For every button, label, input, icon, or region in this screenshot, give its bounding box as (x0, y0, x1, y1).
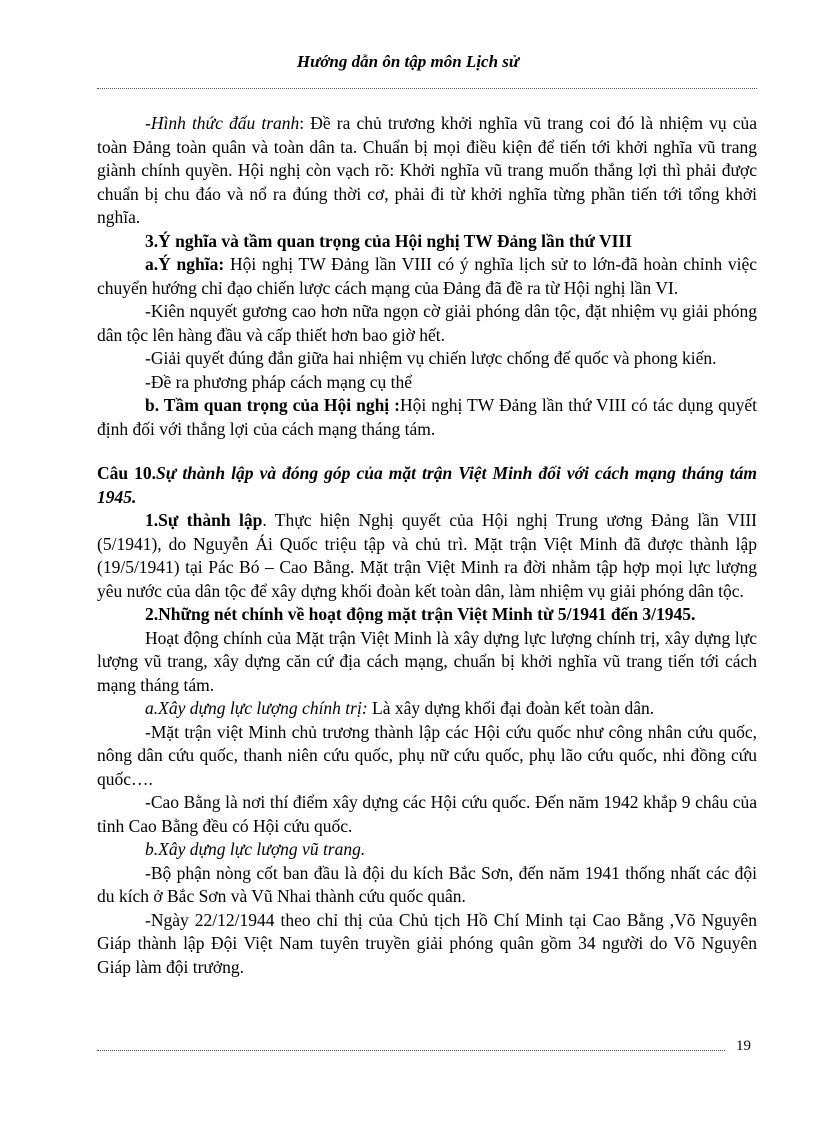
document-body (97, 112, 757, 979)
italic-lead: -Hình thức đấu tranh (145, 113, 300, 133)
section-heading-3 (97, 230, 757, 254)
question-title: Sự thành lập và đóng góp của mặt trận Việt Minh đối với cách mạng tháng tám 1945. (97, 463, 757, 507)
paragraph-armed-force-heading (97, 838, 757, 862)
heading-text: 3.Ý nghĩa và tầm quan trọng của Hội nghị TW Đảng lần thứ VIII (145, 230, 633, 251)
question-label: Câu 10. (97, 463, 157, 483)
paragraph-founding (97, 509, 757, 603)
header-dotted-rule (97, 88, 757, 89)
paragraph-text: : Đề ra chủ trương khởi nghĩa vũ trang coi đó là nhiệm vụ của toàn Đảng toàn quân và toàn dân ta. Chuẩn bị mọi điều kiện để tiến tới khởi nghĩa vũ trang giành chính quyền. Hội nghị còn vạch rõ: Khởi nghĩa vũ trang muốn thắng lợi thì phải được chuẩn bị chu đáo và nổ ra đúng thời cơ, phải đi từ khởi nghĩa từng phần tiến tới tổng khởi nghĩa. (97, 113, 757, 227)
paragraph-political-force (97, 697, 757, 721)
heading-text: 2.Những nét chính về hoạt động mặt trận Việt Minh từ 5/1941 đến 3/1945. (145, 604, 696, 624)
paragraph-bullet: -Bộ phận nòng cốt ban đầu là đội du kích Bắc Sơn, đến năm 1941 thống nhất các đội du kích ở Bắc Sơn và Vũ Nhai thành cứu quốc quân. (97, 862, 757, 906)
footer-dotted-rule (97, 1050, 725, 1051)
paragraph-bullet: -Cao Bằng là nơi thí điểm xây dựng các Hội cứu quốc. Đến năm 1942 khắp 9 châu của tỉnh Cao Bằng đều có Hội cứu quốc. (97, 792, 757, 836)
paragraph-bullet: -Kiên nquyết gương cao hơn nữa ngọn cờ giải phóng dân tộc, đặt nhiệm vụ giải phóng dân tộc lên hàng đầu và cấp thiết hơn bao giờ hết. (97, 301, 757, 345)
paragraph-text: . Thực hiện Nghị quyết của Hội nghị Trung ương Đảng lần VIII (5/1941), do Nguyễn Ái Quốc triệu tập và chủ trì. Mặt trận Việt Minh đã được thành lập (19/5/1941) tại Pác Bó – Cao Bằng. Mặt trận Việt Minh ra đời nhằm tập hợp mọi lực lượng yêu nước của dân tộc để xây dựng khối đoàn kết toàn dân, làm nhiệm vụ giải phóng dân tộc. (97, 510, 757, 601)
paragraph-bullet: -Đề ra phương pháp cách mạng cụ thể (145, 371, 413, 392)
paragraph-bullet: -Ngày 22/12/1944 theo chỉ thị của Chủ tịch Hồ Chí Minh tại Cao Bằng ,Võ Nguyên Giáp thành lập Đội Việt Nam tuyên truyền giải phóng quân gồm 34 người do Võ Nguyên Giáp làm đội trưởng. (97, 909, 757, 977)
bold-lead: a.Ý nghĩa: (145, 254, 225, 274)
paragraph-text: Hội nghị TW Đảng lần thứ VIII có tác dụng quyết định đối với thắng lợi của cách mạng tháng tám. (97, 395, 757, 439)
paragraph-bullet: -Mặt trận việt Minh chủ trương thành lập các Hội cứu quốc như công nhân cứu quốc, nông dân cứu quốc, thanh niên cứu quốc, phụ nữ cứu quốc, phụ lão cứu quốc, nhi đồng cứu quốc…. (97, 721, 757, 789)
bold-lead: 1.Sự thành lập (145, 510, 263, 530)
paragraph-text: Là xây dựng khối đại đoàn kết toàn dân. (367, 698, 655, 718)
paragraph-importance (97, 394, 757, 441)
paragraph-activities: Hoạt động chính của Mặt trận Việt Minh là xây dựng lực lượng chính trị, xây dựng lực lượng vũ trang, xây dựng căn cứ địa cách mạng, chuẩn bị khởi nghĩa vũ trang tiến tới cách mạng tháng tám. (97, 627, 757, 695)
paragraph-text: Hội nghị TW Đảng lần VIII có ý nghĩa lịch sử to lớn-đã hoàn chỉnh việc chuyển hướng chỉ đạo chiến lược cách mạng của Đảng đã đề ra từ Hội nghị lần VI. (97, 254, 757, 298)
section-heading-2 (97, 603, 757, 627)
italic-lead: a.Xây dựng lực lượng chính trị: (145, 698, 368, 718)
paragraph-significance (97, 253, 757, 300)
paragraph-bullet: -Giải quyết đúng đắn giữa hai nhiệm vụ chiến lược chống đế quốc và phong kiến. (145, 348, 717, 368)
paragraph-struggle-form (97, 112, 757, 230)
page-number: 19 (736, 1038, 751, 1054)
page-header-title: Hướng dẫn ôn tập môn Lịch sử (296, 52, 520, 71)
italic-subheading: b.Xây dựng lực lượng vũ trang. (145, 839, 366, 859)
question-10-heading (97, 462, 757, 509)
bold-lead: b. Tầm quan trọng của Hội nghị : (145, 395, 400, 415)
